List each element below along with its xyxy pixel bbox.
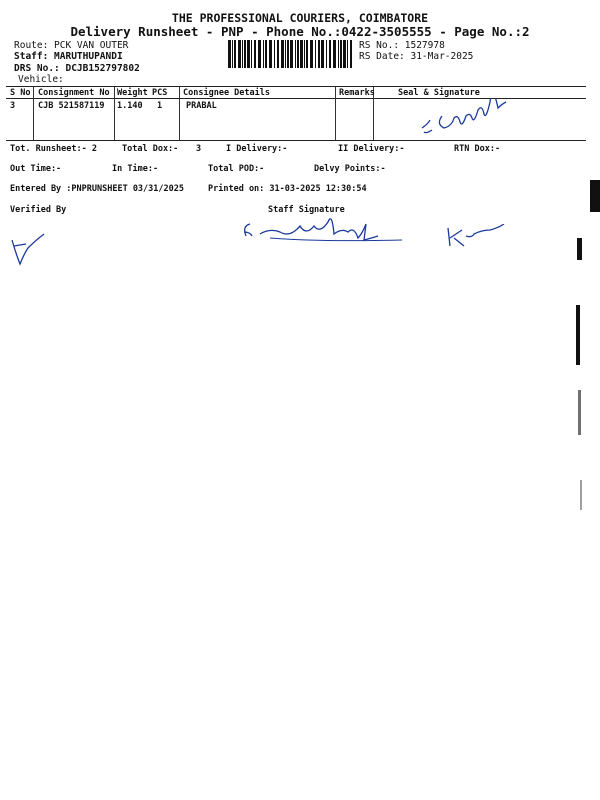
out-time: Out Time:- (10, 164, 62, 174)
barcode-bar (326, 40, 327, 68)
barcode-bar (310, 40, 313, 68)
ii-delivery: II Delivery:- (338, 144, 405, 154)
cell-consignee: PRABAL (186, 101, 217, 111)
barcode-bar (281, 40, 284, 68)
col-divider (335, 87, 336, 140)
barcode-bar (251, 40, 252, 68)
barcode-bar (300, 40, 303, 68)
barcode-bar (269, 40, 272, 68)
staff-signature-label: Staff Signature (268, 205, 345, 215)
barcode-bar (265, 40, 267, 68)
col-divider (33, 87, 34, 140)
table-bottom-rule (6, 140, 586, 141)
barcode-bar (228, 40, 231, 68)
total-pod: Total POD:- (208, 164, 265, 174)
barcode-bar (343, 40, 346, 68)
scan-mark (577, 238, 582, 260)
col-divider (114, 87, 115, 140)
verified-by-label: Verified By (10, 205, 67, 215)
barcode-bar (290, 40, 293, 68)
signature-initials (444, 224, 508, 250)
route-label: Route: PCK VAN OUTER (14, 40, 129, 51)
rtn-dox: RTN Dox:- (454, 144, 501, 154)
barcode-bar (254, 40, 256, 68)
barcode-bar (258, 40, 261, 68)
in-time: In Time:- (112, 164, 159, 174)
barcode-bar (338, 40, 339, 68)
barcode-bar (347, 40, 348, 68)
col-header-seal: Seal & Signature (398, 88, 480, 98)
barcode-bar (333, 40, 336, 68)
barcode (228, 40, 354, 68)
col-header-pcs: PCS (152, 88, 168, 98)
barcode-bar (295, 40, 296, 68)
col-header-consignee: Consignee Details (183, 88, 270, 98)
printed-on: Printed on: 31-03-2025 12:30:54 (208, 184, 367, 194)
scan-mark (576, 305, 580, 365)
verifier-signature (8, 232, 48, 268)
barcode-bar (263, 40, 264, 68)
col-header-consignment: Consignment No (38, 88, 110, 98)
entered-by: Entered By :PNPRUNSHEET 03/31/2025 (10, 184, 184, 194)
drs-number: DRS No.: DCJB152797802 (14, 63, 140, 74)
table-top-rule (6, 86, 586, 87)
barcode-bar (350, 40, 352, 68)
barcode-bar (277, 40, 279, 68)
cell-pcs: 1 (157, 101, 163, 111)
barcode-bar (274, 40, 275, 68)
staff-signature (240, 218, 410, 250)
runsheet-title: Delivery Runsheet - PNP - Phone No.:0422-3505555 - Page No.:2 (70, 24, 530, 39)
barcode-bar (297, 40, 299, 68)
cell-weight: 1.140 (117, 101, 143, 111)
recipient-signature (418, 98, 522, 138)
i-delivery: I Delivery:- (226, 144, 288, 154)
tot-runsheet: Tot. Runsheet:- 2 (10, 144, 97, 154)
company-name: THE PROFESSIONAL COURIERS, COIMBATORE (171, 11, 429, 25)
rs-date: RS Date: 31-Mar-2025 (359, 51, 474, 62)
barcode-bar (244, 40, 246, 68)
barcode-bar (318, 40, 320, 68)
barcode-bar (315, 40, 316, 68)
barcode-bar (285, 40, 286, 68)
barcode-bar (321, 40, 324, 68)
col-header-remarks: Remarks (339, 88, 375, 98)
staff-label: Staff: MARUTHUPANDI (14, 51, 123, 62)
delvy-points: Delvy Points:- (314, 164, 386, 174)
scan-mark (580, 480, 582, 510)
rs-number: RS No.: 1527978 (359, 40, 445, 51)
barcode-bar (234, 40, 236, 68)
scan-mark (590, 180, 600, 212)
barcode-bar (329, 40, 331, 68)
col-header-weight: Weight (117, 88, 148, 98)
col-divider (179, 87, 180, 140)
barcode-bar (340, 40, 342, 68)
col-header-sno: S No (10, 88, 31, 98)
scan-mark (578, 390, 581, 435)
barcode-bar (242, 40, 243, 68)
barcode-bar (238, 40, 241, 68)
cell-consignment: CJB 521587119 (38, 101, 105, 111)
total-dox-label: Total Dox:- (122, 144, 179, 154)
barcode-bar (232, 40, 233, 68)
barcode-bar (287, 40, 289, 68)
barcode-bar (247, 40, 250, 68)
barcode-bar (306, 40, 308, 68)
cell-sno: 3 (10, 101, 16, 111)
vehicle-label: Vehicle: (18, 74, 64, 85)
total-dox-value: 3 (196, 144, 202, 154)
barcode-bar (304, 40, 305, 68)
